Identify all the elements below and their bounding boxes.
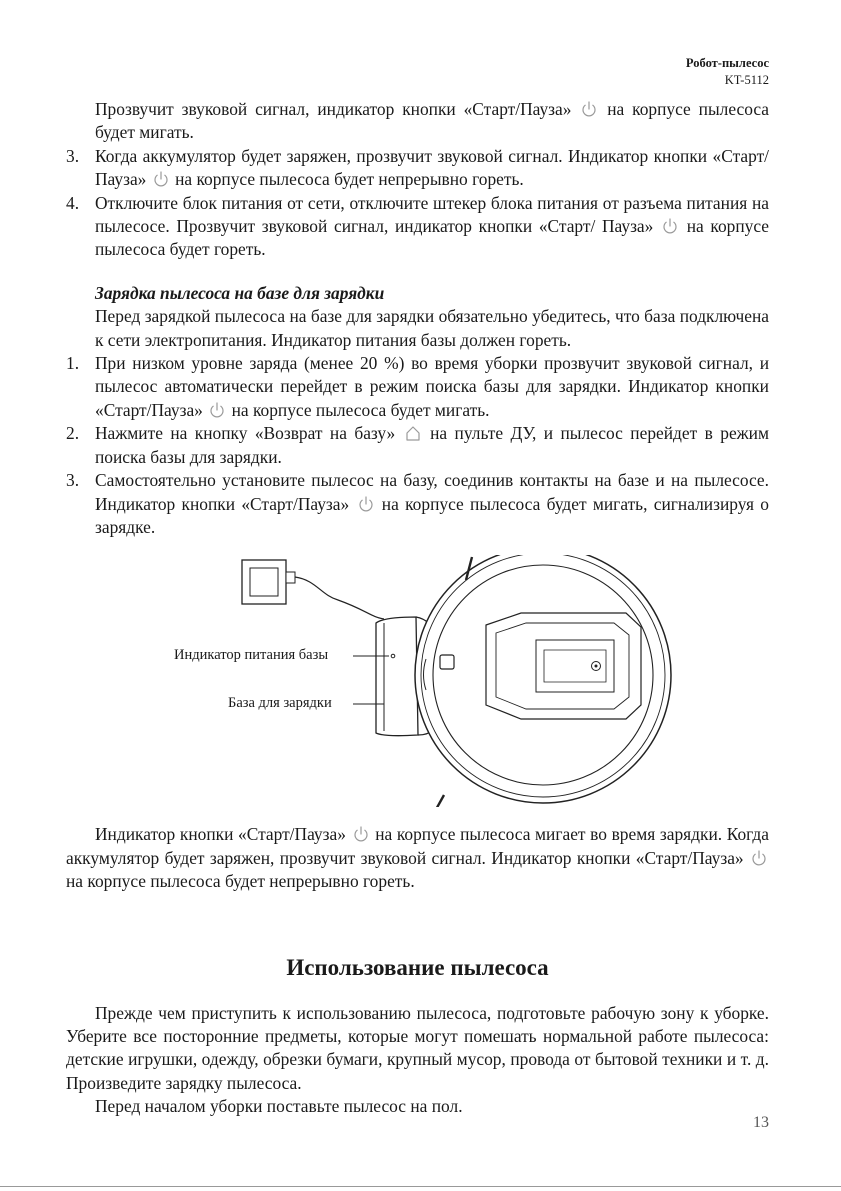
label-charging-base: База для зарядки [228, 695, 332, 712]
paragraph-text: Индикатор кнопки «Старт/Пауза» [95, 824, 346, 845]
list-number: 3. [66, 145, 80, 166]
header-model: KT-5112 [724, 73, 769, 87]
power-icon [153, 170, 169, 188]
continued-step [66, 98, 769, 145]
power-icon [662, 217, 678, 235]
after-figure-paragraph [66, 823, 769, 893]
step-text: Нажмите на кнопку «Возврат на базу» [95, 423, 396, 444]
step-text: Прозвучит звуковой сигнал, индикатор кнопки «Старт/Пауза» [95, 99, 572, 119]
usage-paragraph: Перед началом уборки поставьте пылесос на пол. [95, 1096, 463, 1117]
list-number: 3. [66, 470, 80, 491]
power-icon [581, 100, 597, 118]
bottom-edge-line [0, 1186, 841, 1187]
list-item [66, 192, 769, 262]
adapter-connector [286, 572, 295, 583]
home-icon [405, 424, 421, 442]
list-number: 4. [66, 192, 80, 213]
power-icon [209, 401, 225, 419]
power-icon [751, 849, 767, 867]
step-text: на корпусе пылесоса будет мигать. [95, 99, 769, 143]
label-base-indicator: Индикатор питания базы [174, 647, 329, 664]
list-number: 2. [66, 423, 80, 444]
page-number: 13 [753, 1114, 769, 1131]
power-cable [295, 577, 384, 619]
header-title: Робот-пылесос [685, 56, 769, 70]
list-item [66, 352, 769, 422]
step-text: на пульте ДУ, и пылесос перейдет в режим поиска базы для зарядки. [95, 423, 769, 467]
power-adapter [242, 560, 286, 604]
step-text: на корпусе пылесоса будет гореть. [95, 216, 769, 260]
charging-figure [66, 555, 769, 807]
list-item [66, 145, 769, 192]
step-text: Отключите блок питания от сети, отключите штекер блока питания от разъема питания на пылесосе. Прозвучит звуковой сигнал, индикатор кнопки «Старт/ Пауза» [95, 192, 769, 237]
list-item [66, 422, 769, 469]
page-content [66, 98, 769, 1119]
bumper-end-bottom [434, 795, 444, 807]
button-center [595, 665, 598, 668]
power-icon [358, 495, 374, 513]
section-heading: Использование пылесоса [286, 954, 549, 980]
intro-paragraph: Перед зарядкой пылесоса на базе для зарядки обязательно убедитесь, что база подключена к сети электропитания. Индикатор питания базы должен гореть. [95, 306, 769, 350]
power-icon [353, 825, 369, 843]
step-text: При низком уровне заряда (менее 20 %) во время уборки прозвучит звуковой сигнал, и пылесос автоматически перейдет в режим поиска базы для зарядки. Индикатор кнопки «Старт/Пауза» [95, 353, 769, 420]
usage-paragraph: Прежде чем приступить к использованию пылесоса, подготовьте рабочую зону к уборке. Уберите все посторонние предметы, которые могут помешать нормальной работе пылесоса: детские игрушки, одежду, обрезки бумаги, крупный мусор, провода от бытовой техники и т. д. Произведите зарядку пылесоса. [66, 1002, 769, 1093]
paragraph-text: на корпусе пылесоса мигает во время зарядки. Когда аккумулятор будет заряжен, прозвучит звуковой сигнал. Индикатор кнопки «Старт/Пауза» [66, 824, 769, 868]
step-text: на корпусе пылесоса будет непрерывно гореть. [175, 169, 524, 190]
paragraph-text: на корпусе пылесоса будет непрерывно гореть. [66, 871, 415, 892]
step-text: на корпусе пылесоса будет мигать. [231, 399, 490, 420]
step-text: Самостоятельно установите пылесос на базу, соединив контакты на базе и на пылесосе. Индикатор кнопки «Старт/Пауза» [95, 470, 769, 514]
robot-on-base-illustration [66, 555, 769, 807]
running-header [686, 55, 769, 89]
charging-base [376, 617, 418, 736]
bumper-sensor [440, 655, 454, 669]
section-subtitle: Зарядка пылесоса на базе для зарядки [95, 282, 385, 303]
list-number: 1. [66, 353, 80, 374]
step-text: на корпусе пылесоса будет мигать, сигнализируя о зарядке. [95, 493, 769, 537]
step-text: Когда аккумулятор будет заряжен, прозвучит звуковой сигнал. Индикатор кнопки «Старт/Пауза» [95, 145, 769, 190]
list-item [66, 469, 769, 539]
